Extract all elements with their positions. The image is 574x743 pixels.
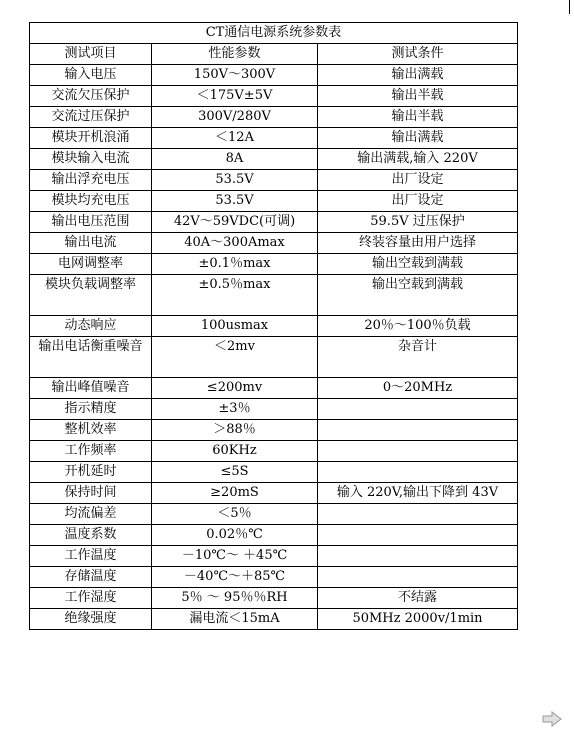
table-row: [30, 149, 518, 170]
cell-item: 输出电压范围: [30, 212, 152, 233]
cell-param: ±3％: [152, 399, 318, 420]
cell-item: 输出电话衡重噪音: [30, 337, 152, 378]
table-row: [30, 399, 518, 420]
cell-cond: 出厂设定: [318, 170, 518, 191]
cell-cond: 59.5V 过压保护: [318, 212, 518, 233]
table-row: [30, 588, 518, 609]
cell-item: 模块均充电压: [30, 191, 152, 212]
cell-item: 输入电压: [30, 65, 152, 86]
table-row: [30, 483, 518, 504]
cell-param: 53.5V: [152, 170, 318, 191]
cell-cond: 出厂设定: [318, 191, 518, 212]
cell-item: 交流过压保护: [30, 107, 152, 128]
cell-item: 输出峰值噪音: [30, 378, 152, 399]
table-row: [30, 504, 518, 525]
header-cond: 测试条件: [318, 44, 518, 65]
table-row: [30, 191, 518, 212]
cell-item: 保持时间: [30, 483, 152, 504]
cell-cond: 终装容量由用户选择: [318, 233, 518, 254]
table-row: [30, 316, 518, 337]
cell-param: 42V～59VDC(可调): [152, 212, 318, 233]
cell-param: ±0.1％max: [152, 254, 318, 275]
cell-cond: 20％～100％负载: [318, 316, 518, 337]
table-row: [30, 378, 518, 399]
cell-item: 模块开机浪涌: [30, 128, 152, 149]
cell-param: 53.5V: [152, 191, 318, 212]
cell-item: 整机效率: [30, 420, 152, 441]
cell-cond: 输出空载到满载: [318, 254, 518, 275]
cell-item: 工作湿度: [30, 588, 152, 609]
cell-param: 8A: [152, 149, 318, 170]
cell-cond: [318, 546, 518, 567]
cell-cond: 输出空载到满载: [318, 275, 518, 316]
cell-cond: 输出满载,输入 220V: [318, 149, 518, 170]
spec-table: [29, 22, 518, 630]
cell-param: 40A～300Amax: [152, 233, 318, 254]
cell-cond: 0～20MHz: [318, 378, 518, 399]
cell-item: 指示精度: [30, 399, 152, 420]
header-param: 性能参数: [152, 44, 318, 65]
cell-param: ＞88％: [152, 420, 318, 441]
table-row: [30, 65, 518, 86]
cell-cond: [318, 420, 518, 441]
cell-item: 电网调整率: [30, 254, 152, 275]
table-row: [30, 107, 518, 128]
cell-item: 工作温度: [30, 546, 152, 567]
table-title-row: [30, 23, 518, 44]
cell-param: ＜175V±5V: [152, 86, 318, 107]
table-row: [30, 254, 518, 275]
cell-cond: [318, 504, 518, 525]
cell-cond: 杂音计: [318, 337, 518, 378]
cell-param: 0.02％℃: [152, 525, 318, 546]
cell-param: ＜2mv: [152, 337, 318, 378]
next-arrow-icon[interactable]: [542, 711, 562, 727]
cell-param: 100usmax: [152, 316, 318, 337]
table-row: [30, 275, 518, 316]
cell-item: 模块输入电流: [30, 149, 152, 170]
cell-cond: 输入 220V,输出下降到 43V: [318, 483, 518, 504]
table-row: [30, 212, 518, 233]
cell-param: －10℃～ ＋45℃: [152, 546, 318, 567]
table-row: [30, 170, 518, 191]
cell-cond: 输出满载: [318, 128, 518, 149]
cell-param: －40℃～＋85℃: [152, 567, 318, 588]
cell-param: ≤5S: [152, 462, 318, 483]
cell-cond: [318, 525, 518, 546]
cell-param: ＜5％: [152, 504, 318, 525]
cell-item: 绝缘强度: [30, 609, 152, 630]
cell-item: 模块负载调整率: [30, 275, 152, 316]
cell-item: 输出浮充电压: [30, 170, 152, 191]
table-title: CT通信电源系统参数表: [30, 23, 518, 44]
cell-cond: 输出半载: [318, 107, 518, 128]
table-header-row: [30, 44, 518, 65]
cell-param: ±0.5％max: [152, 275, 318, 316]
cell-cond: [318, 399, 518, 420]
cell-item: 均流偏差: [30, 504, 152, 525]
cell-cond: [318, 441, 518, 462]
cell-item: 输出电流: [30, 233, 152, 254]
table-row: [30, 609, 518, 630]
cell-item: 交流欠压保护: [30, 86, 152, 107]
cell-param: 漏电流＜15mA: [152, 609, 318, 630]
cell-cond: [318, 462, 518, 483]
cell-cond: 不结露: [318, 588, 518, 609]
cell-item: 温度系数: [30, 525, 152, 546]
cell-cond: 输出满载: [318, 65, 518, 86]
table-row: [30, 525, 518, 546]
table-row: [30, 128, 518, 149]
table-row: [30, 233, 518, 254]
table-row: [30, 462, 518, 483]
cell-cond: 50MHz 2000v/1min: [318, 609, 518, 630]
table-row: [30, 86, 518, 107]
cell-param: 60KHz: [152, 441, 318, 462]
cell-item: 动态响应: [30, 316, 152, 337]
cell-param: ≤200mv: [152, 378, 318, 399]
table-row: [30, 420, 518, 441]
edge-line: [569, 0, 570, 14]
cell-item: 存储温度: [30, 567, 152, 588]
cell-cond: 输出半载: [318, 86, 518, 107]
cell-item: 工作频率: [30, 441, 152, 462]
cell-cond: [318, 567, 518, 588]
cell-param: 300V/280V: [152, 107, 318, 128]
table-row: [30, 441, 518, 462]
cell-param: ＜12A: [152, 128, 318, 149]
cell-param: 150V～300V: [152, 65, 318, 86]
cell-param: ≥20mS: [152, 483, 318, 504]
header-item: 测试项目: [30, 44, 152, 65]
cell-param: 5％ ～ 95％％RH: [152, 588, 318, 609]
table-row: [30, 337, 518, 378]
cell-item: 开机延时: [30, 462, 152, 483]
table-row: [30, 546, 518, 567]
table-row: [30, 567, 518, 588]
